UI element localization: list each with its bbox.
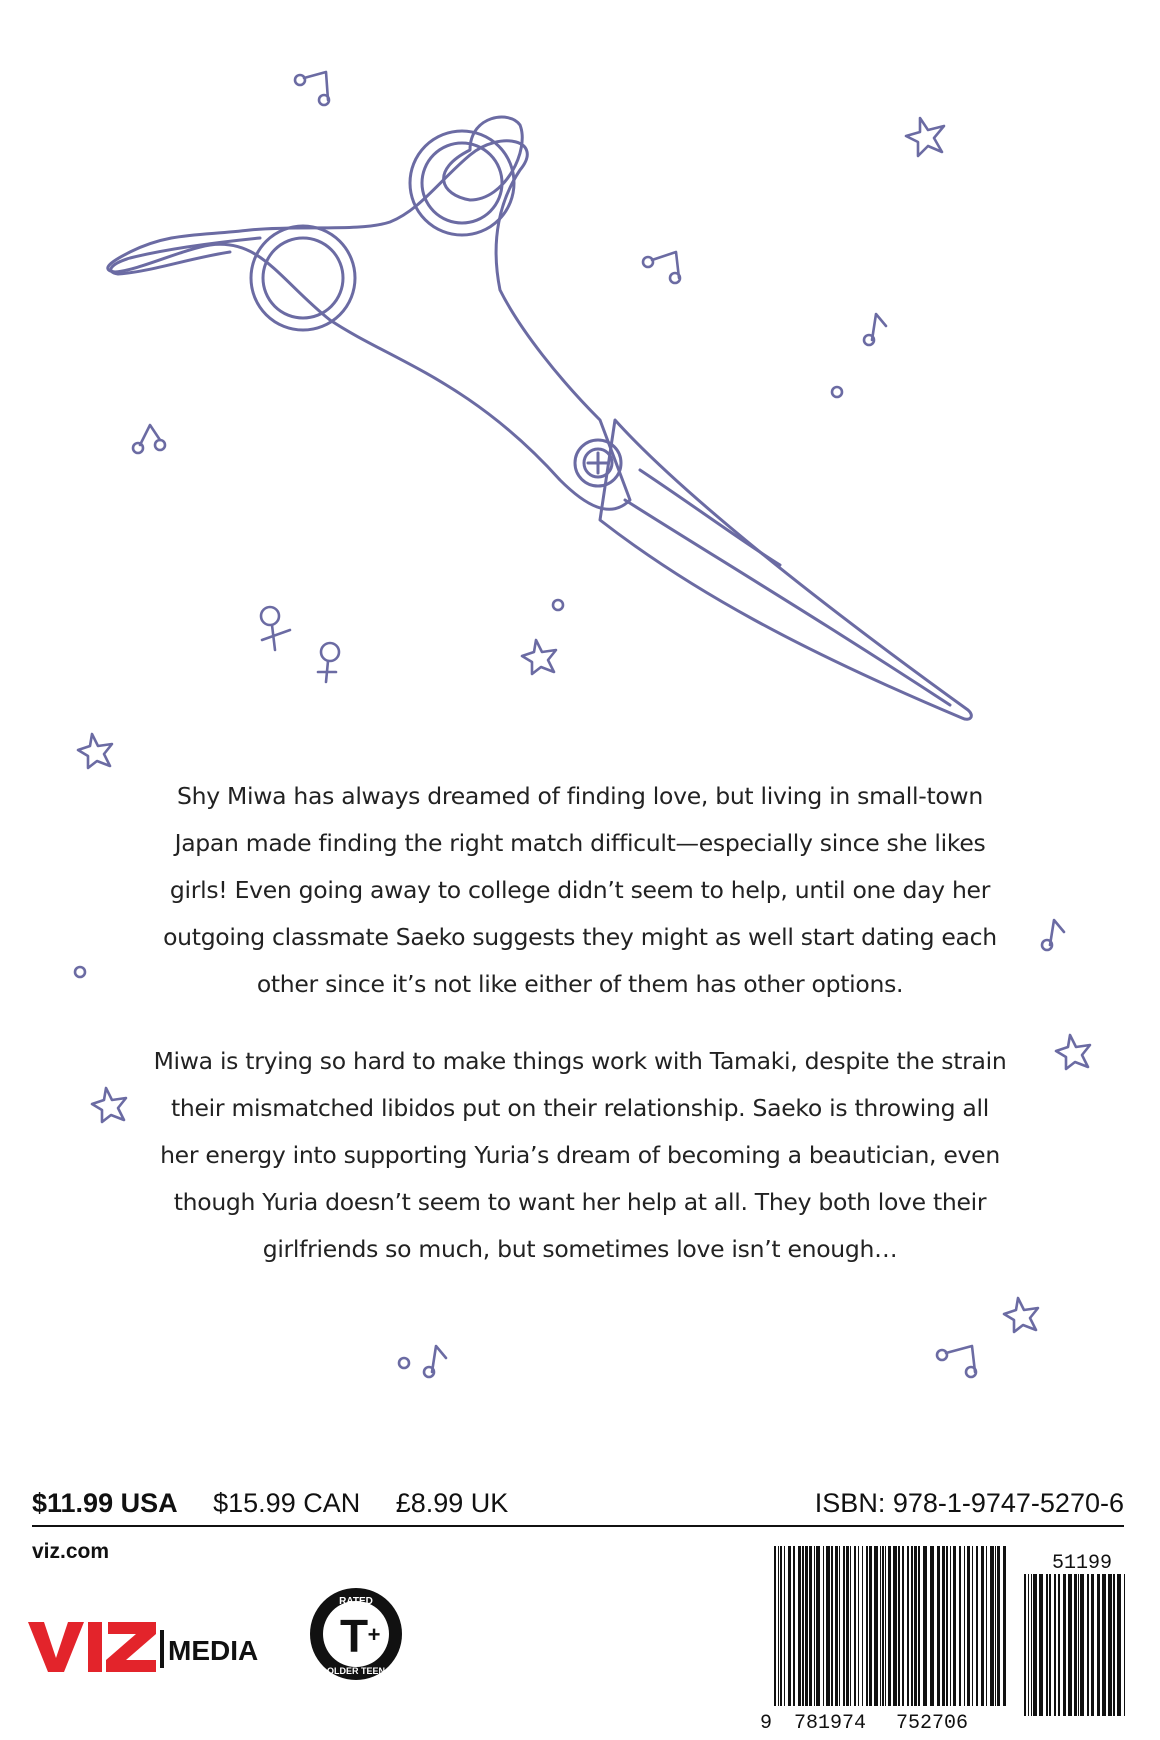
barcode-price-code: 51199 [1052,1552,1113,1575]
barcode-bar [1054,1574,1056,1716]
barcode-bar [784,1546,785,1706]
price-can: $15.99 CAN [213,1488,361,1518]
barcode-bar [946,1546,948,1706]
barcode-bar [1113,1574,1115,1716]
barcode-bar [1080,1574,1084,1716]
barcode-bar [981,1546,984,1706]
scissors-illustration [0,0,1160,760]
barcode-bar [1074,1574,1077,1716]
barcode-bar [967,1546,970,1706]
barcode-bar [814,1546,815,1706]
rating-t-plus-badge [308,1586,404,1682]
scissors-handle [108,141,630,509]
barcode-bar [990,1546,994,1706]
barcode-bar [816,1546,820,1706]
svg-text:OLDER TEEN: OLDER TEEN [326,1666,386,1676]
scissors-ring-small [251,226,355,330]
barcode-bar [893,1546,897,1706]
circle-icon [75,967,85,977]
barcode-bar [918,1546,920,1706]
blurb-paragraph-2: Miwa is trying so hard to make things work with Tamaki, despite the strain their mismatched libidos put on their relationship. Saeko is throwing all her energy into supporting Yuria’s dream of becoming a beautician, even though Yuria doesn’t seem to want her help at all. They both love their girlfriends so much, but sometimes love isn’t enough… [153,1047,1007,1263]
barcode-bar [1024,1574,1026,1716]
divider [32,1525,1124,1527]
isbn-barcode [756,1538,1132,1734]
barcode-bar [793,1546,795,1706]
barcode-bar [953,1546,956,1706]
price-uk: £8.99 UK [395,1488,509,1518]
barcode-bar [942,1546,945,1706]
barcode-bar [1097,1574,1100,1716]
barcode-bar [950,1546,951,1706]
barcode-bar [826,1546,830,1706]
svg-text:MEDIA: MEDIA [168,1635,259,1666]
price-usa: $11.99 USA [32,1488,178,1518]
website-link[interactable]: viz.com [32,1540,110,1563]
star-icon [1056,1035,1090,1069]
barcode-bar [898,1546,900,1706]
barcode-bar [1046,1574,1048,1716]
barcode-bar [914,1546,917,1706]
barcode-bar [937,1546,940,1706]
barcode-bar [843,1546,845,1706]
barcode-bar [866,1546,868,1706]
barcode-bar [1091,1574,1094,1716]
barcode-bar [923,1546,927,1706]
back-cover-blurb-paragraph-2 [150,1038,1010,1273]
star-icon [92,1088,126,1122]
barcode-bar [858,1546,859,1706]
barcode-bar [888,1546,891,1706]
barcode-bar [964,1546,965,1706]
barcode-bar [798,1546,801,1706]
star-icon [1004,1298,1038,1332]
barcode-bar [1003,1546,1006,1706]
scissors-blade [600,420,971,719]
barcode-bar [911,1546,913,1706]
barcode-bar [907,1546,909,1706]
barcode-bar [869,1546,872,1706]
barcode-bar [850,1546,851,1706]
barcode-bar [839,1546,840,1706]
barcode-bar [1124,1574,1125,1716]
barcode-bar [1108,1574,1112,1716]
barcode-bar [1049,1574,1051,1716]
barcode-digits-left: 781974 [794,1712,867,1734]
barcode-bar [882,1546,884,1706]
circle-icon [399,1358,409,1368]
barcode-digit-lead: 9 [760,1712,773,1734]
barcode-bar [1031,1574,1032,1716]
barcode-bar [778,1546,779,1706]
barcode-bar [1087,1574,1089,1716]
barcode-bar [823,1546,824,1706]
isbn: ISBN: 978-1-9747-5270-6 [814,1488,1124,1518]
barcode-bar [854,1546,856,1706]
barcode-bar [995,1546,996,1706]
barcode-bar [1117,1574,1121,1716]
barcode-bars-addon [1024,1574,1125,1716]
barcode-bar [809,1546,812,1706]
barcode-bar [997,1546,1000,1706]
music-note-icon [424,1346,446,1377]
barcode-bar [774,1546,776,1706]
svg-text:+: + [367,1622,381,1647]
blurb-paragraph-1: Shy Miwa has always dreamed of finding love, but living in small-town Japan made finding the right match difficult—especially since she likes girls! Even going away to college didn’t seem to help, until one day her outgoing classmate Saeko suggests they might as well start dating each other since it’s not like either of them has other options. [163,782,997,998]
viz-media-logo [28,1608,273,1676]
back-cover-blurb-paragraph-1 [150,773,1010,1008]
barcode-bar [1068,1574,1072,1716]
barcode-bar [902,1546,904,1706]
barcode-bar [788,1546,791,1706]
barcode-bar [959,1546,961,1706]
music-note-icon [937,1346,976,1377]
barcode-bar [885,1546,886,1706]
barcode-bar [976,1546,978,1706]
barcode-bar [831,1546,833,1706]
barcode-bar [1058,1574,1060,1716]
barcode-bar [1039,1574,1043,1716]
scissors-blade-edge [625,500,950,705]
price-list [32,1488,536,1519]
barcode-bar [862,1546,863,1706]
svg-text:RATED: RATED [339,1596,373,1607]
barcode-bar [1063,1574,1066,1716]
barcode-bar [846,1546,849,1706]
barcode-bar [780,1546,782,1706]
barcode-digits-right: 752706 [896,1712,969,1734]
barcode-bar [1078,1574,1079,1716]
svg-text:T: T [339,1610,369,1662]
music-note-icon [1042,920,1064,950]
barcode-bar [880,1546,881,1706]
barcode-bar [1028,1574,1029,1716]
barcode-bar [972,1546,973,1706]
barcode-bar [835,1546,838,1706]
barcode-bar [802,1546,804,1706]
barcode-bar [1033,1574,1037,1716]
barcode-bar [930,1546,934,1706]
barcode-bar [874,1546,878,1706]
barcode-bar [986,1546,987,1706]
barcode-bar [1102,1574,1106,1716]
barcode-bar [805,1546,808,1706]
